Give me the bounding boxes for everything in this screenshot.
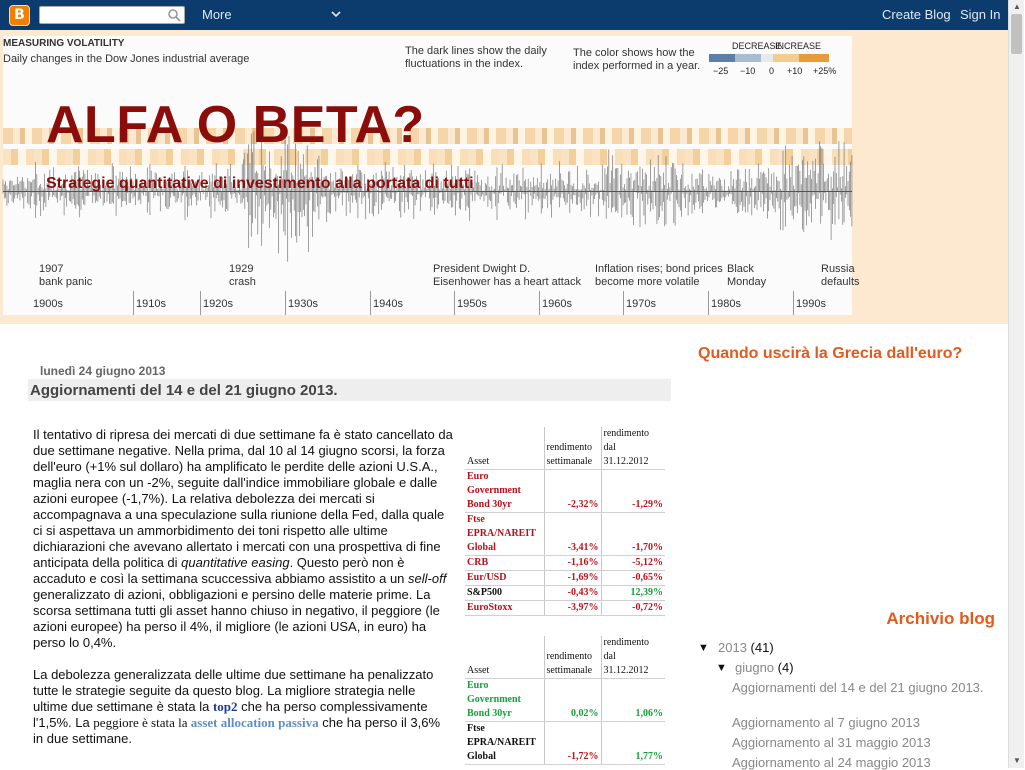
post-paragraph-1: Il tentativo di ripresa dei mercati di due settimane fa è stato cancellato da due settimane negative. Nella prima, dal 10 al 14 giugno scorsi, la forza dell'euro (+1% sul dollaro) ha amplificato le perdite delle azioni U.S.A., maglia nera con un -2%, seguite dall'indice immobiliare globale e dalle azioni europee (-1,7%). La relativa debolezza dei mercati si accompagnava a una speculazione sulla riunione della Fed, dalla quale ci si aspettava un ammorbidimento dei toni rispetto alle ultime dichiarazioni che avevano allertato i mercati con una prospettiva di fine anticipata della politica di quantitative easing. Questo però non è accaduto e così la settimana scuccessiva abbiamo assistito a un sell-off generalizzato di azioni, obbligazioni e persino delle materie prime. La scorsa settimana tutti gli asset hanno chiuso in negativo, il peggiore (le azioni europee) ha perso il 4%, il migliore (le azioni USA, in euro) ha perso lo 0,4%. <box>33 427 453 650</box>
asset-cell: Euro Government Bond 30yr <box>465 679 544 722</box>
table-row <box>465 513 665 556</box>
historical-event-label: President Dwight D. Eisenhower has a heart attack <box>433 263 581 288</box>
volatility-header-image <box>3 36 860 315</box>
navbar-more-menu[interactable]: More <box>202 7 232 22</box>
asset-cell: EuroStoxx <box>465 601 544 616</box>
archive-year[interactable]: 2013 (41) <box>718 640 774 655</box>
post-title[interactable]: Aggiornamenti del 14 e del 21 giugno 2013. <box>30 382 338 399</box>
asset-cell: CRB <box>465 556 544 571</box>
weekly-return-cell: -3,41% <box>544 513 601 556</box>
table-header-asset: Asset <box>465 427 544 470</box>
legend-dark-text: The dark lines show the daily fluctuations in the index. <box>405 45 547 70</box>
weekly-return-cell: -1,16% <box>544 556 601 571</box>
asset-cell: Ftse EPRA/NAREIT Global <box>465 513 544 556</box>
decade-label: 1980s <box>711 298 741 310</box>
weekly-returns-table-1 <box>465 427 665 616</box>
ytd-return-cell: -0,65% <box>601 571 665 586</box>
page-scrollbar[interactable] <box>1008 0 1024 768</box>
scroll-up-arrow-icon[interactable]: ▲ <box>1013 2 1021 11</box>
decade-gridline <box>623 291 624 315</box>
table-header-weekly: rendimento settimanale <box>544 427 601 470</box>
legend-scale-label: −10 <box>740 66 756 76</box>
ytd-return-cell: 12,39% <box>601 586 665 601</box>
ytd-return-cell: -0,72% <box>601 601 665 616</box>
sign-in-link[interactable]: Sign In <box>960 7 1001 22</box>
weekly-return-cell: 0,02% <box>544 679 601 722</box>
weekly-return-cell: -3,97% <box>544 601 601 616</box>
historical-event-label: 1907 bank panic <box>39 263 93 288</box>
historical-event-label: Black Monday <box>727 263 767 288</box>
table-header-ytd: rendimento dal 31.12.2012 <box>601 427 665 470</box>
decade-label: 1920s <box>203 298 233 310</box>
asset-cell: Ftse EPRA/NAREIT Global <box>465 722 544 765</box>
sidebar-greece-poll-title: Quando uscirà la Grecia dall'euro? <box>698 345 963 362</box>
decade-gridline <box>200 291 201 315</box>
weekly-return-cell: -2,32% <box>544 470 601 513</box>
weekly-returns-table-2 <box>465 636 665 765</box>
asset-cell: Euro Government Bond 30yr <box>465 470 544 513</box>
expand-month-toggle-icon[interactable]: ▼ <box>716 662 727 674</box>
table-header-weekly: rendimento settimanale <box>544 636 601 679</box>
decade-gridline <box>454 291 455 315</box>
archive-post-link-1[interactable]: Aggiornamenti del 14 e del 21 giugno 2013. <box>732 680 984 695</box>
table-row <box>465 571 665 586</box>
historical-event-label: Russia defaults <box>821 263 860 288</box>
top2-link[interactable]: top2 <box>212 699 238 714</box>
decade-label: 1910s <box>136 298 166 310</box>
legend-decrease-label: DECREASE <box>732 41 782 51</box>
post-title-box <box>28 379 671 401</box>
decade-gridline <box>285 291 286 315</box>
decade-gridline <box>133 291 134 315</box>
post-paragraph-2: La debolezza generalizzata delle ultime due settimane ha penalizzato tutte le strategie seguite da questo blog. La migliore strategia nelle ultime due settimane è stata la top2 che ha perso complessivamente l'1,5%. La peggiore è stata la asset allocation passiva che ha perso il 3,6% in due settimane. <box>33 667 441 746</box>
table-header-ytd: rendimento dal 31.12.2012 <box>601 636 665 679</box>
archive-post-link-4[interactable]: Aggiornamento al 24 maggio 2013 <box>732 755 931 770</box>
table-row <box>465 722 665 765</box>
decade-label: 1990s <box>796 298 826 310</box>
decade-label: 1950s <box>457 298 487 310</box>
ytd-return-cell: 1,77% <box>601 722 665 765</box>
weekly-return-cell: -1,69% <box>544 571 601 586</box>
decade-gridline <box>539 291 540 315</box>
chart-title-line1: MEASURING VOLATILITY <box>3 38 125 49</box>
weekly-return-cell: -0,43% <box>544 586 601 601</box>
navbar-search-input[interactable] <box>39 6 185 24</box>
decade-label: 1900s <box>33 298 63 310</box>
legend-color-text: The color shows how the index performed in a year. <box>573 47 701 72</box>
decade-label: 1930s <box>288 298 318 310</box>
create-blog-link[interactable]: Create Blog <box>882 7 951 22</box>
archive-post-link-2[interactable]: Aggiornamento al 7 giugno 2013 <box>732 715 920 730</box>
legend-scale-label: −25 <box>713 66 729 76</box>
asset-allocation-passiva-link[interactable]: asset allocation passiva <box>190 715 319 730</box>
table-row <box>465 601 665 616</box>
decade-gridline <box>793 291 794 315</box>
chart-title-line2: Daily changes in the Dow Jones industrial average <box>3 53 250 65</box>
archive-post-link-3[interactable]: Aggiornamento al 31 maggio 2013 <box>732 735 931 750</box>
table-row <box>465 470 665 513</box>
archive-month[interactable]: giugno (4) <box>735 660 794 675</box>
blogger-navbar <box>0 0 1008 30</box>
sidebar-archive-title: Archivio blog <box>886 609 995 628</box>
table-header-asset: Asset <box>465 636 544 679</box>
decade-label: 1970s <box>626 298 656 310</box>
chevron-down-icon[interactable] <box>329 7 343 21</box>
table-row <box>465 679 665 722</box>
ytd-return-cell: -1,29% <box>601 470 665 513</box>
asset-cell: S&P500 <box>465 586 544 601</box>
post-date: lunedì 24 giugno 2013 <box>40 364 166 378</box>
table-row <box>465 586 665 601</box>
expand-year-toggle-icon[interactable]: ▼ <box>698 642 709 654</box>
blog-description: Strategie quantitative di investimento alla portata di tutti <box>46 175 474 192</box>
legend-scale-label: +25% <box>813 66 837 76</box>
decade-label: 1960s <box>542 298 572 310</box>
ytd-return-cell: -1,70% <box>601 513 665 556</box>
scroll-thumb[interactable] <box>1011 14 1022 54</box>
decade-label: 1940s <box>373 298 403 310</box>
ytd-return-cell: -5,12% <box>601 556 665 571</box>
asset-cell: Eur/USD <box>465 571 544 586</box>
decade-gridline <box>708 291 709 315</box>
legend-scale-label: +10 <box>787 66 803 76</box>
historical-event-label: Inflation rises; bond prices become more volatile <box>595 263 723 288</box>
blogger-logo-icon[interactable]: B <box>9 5 30 26</box>
scroll-down-arrow-icon[interactable]: ▼ <box>1013 756 1021 765</box>
legend-increase-label: INCREASE <box>775 41 822 51</box>
decade-gridline <box>370 291 371 315</box>
ytd-return-cell: 1,06% <box>601 679 665 722</box>
table-row <box>465 556 665 571</box>
legend-scale-label: 0 <box>769 66 775 76</box>
post-body <box>33 427 453 763</box>
historical-event-label: 1929 crash <box>229 263 256 288</box>
legend-color-scale <box>709 54 839 64</box>
search-icon[interactable] <box>167 8 181 22</box>
weekly-return-cell: -1,72% <box>544 722 601 765</box>
blog-title[interactable]: ALFA O BETA? <box>46 96 425 154</box>
